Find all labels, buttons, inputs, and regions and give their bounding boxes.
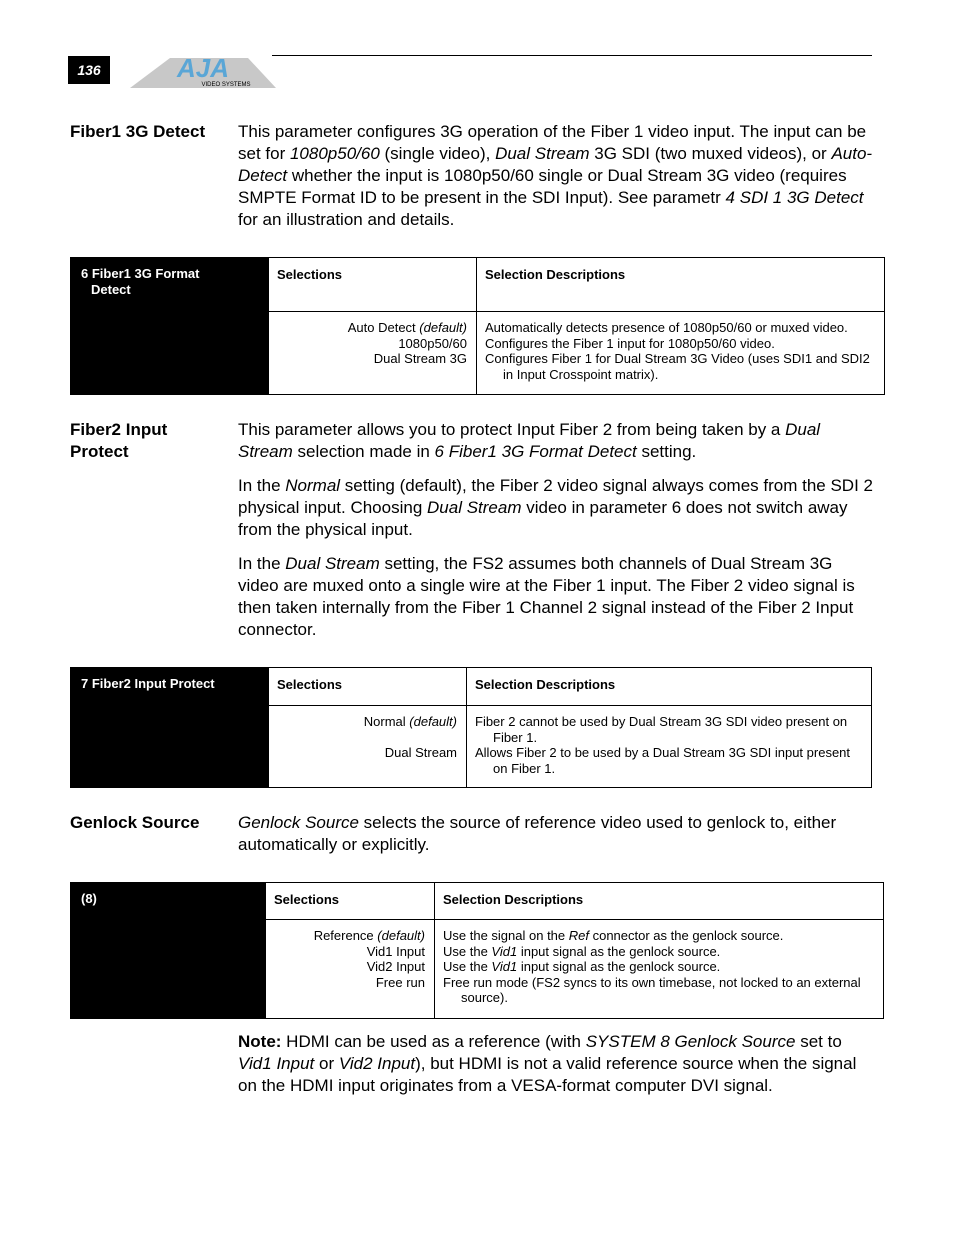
table8-selections — [266, 920, 435, 1019]
selection-free-run: Free run — [375, 974, 425, 990]
table6-title: 6 Fiber1 3G Format Detect — [71, 258, 269, 395]
desc-dual-stream: Allows Fiber 2 to be used by a Dual Stream 3G SDI input present on Fiber 1. — [475, 745, 851, 776]
selection-1080p: 1080p50/60 — [398, 335, 467, 351]
logo-text: AJA — [176, 53, 230, 83]
note-label: Note: — [238, 1032, 282, 1051]
page-number-text: 136 — [77, 62, 101, 78]
fiber2-heading: Fiber2 Input Protect — [70, 420, 168, 461]
note-paragraph: Note: HDMI can be used as a reference (with SYSTEM 8 Genlock Source set to Vid1 Input or Vid2 Input), but HDMI is not a valid reference source when the signal on the HDMI input originates from a VESA-format computer DVI signal. — [238, 1032, 857, 1095]
table8-selections-header: Selections — [266, 883, 435, 920]
param-table-7 — [70, 667, 872, 788]
table6-descriptions-header: Selection Descriptions — [477, 258, 885, 312]
table7-title: 7 Fiber2 Input Protect — [71, 668, 269, 788]
table6-selections-header: Selections — [269, 258, 477, 312]
fiber2-paragraph-3: In the Dual Stream setting, the FS2 assumes both channels of Dual Stream 3G video are muxed onto a single wire at the Fiber 1 input. The Fiber 2 video signal is then taken internally from the Fiber 1 Channel 2 signal instead of the Fiber 2 Input connector. — [238, 554, 855, 639]
selection-auto-detect: Auto Detect (default) — [347, 320, 467, 335]
param-table-8 — [70, 882, 884, 1019]
table7-descriptions — [467, 706, 872, 788]
desc-reference: Use the signal on the Ref connector as the genlock source. — [443, 928, 784, 943]
page-number — [68, 56, 110, 84]
table6-selections — [269, 312, 477, 395]
genlock-body — [238, 812, 873, 868]
table7-selections — [269, 706, 467, 788]
desc-vid2-input: Use the Vid1 input signal as the genlock source. — [443, 959, 721, 974]
selection-vid2-input: Vid2 Input — [366, 959, 425, 974]
logo-subtext: VIDEO SYSTEMS — [201, 82, 251, 88]
selection-normal: Normal (default) — [363, 714, 457, 729]
selection-dual-stream: Dual Stream — [384, 745, 457, 760]
selection-reference: Reference (default) — [313, 928, 425, 943]
desc-vid1-input: Use the Vid1 input signal as the genlock source. — [443, 943, 721, 959]
table8-descriptions-header: Selection Descriptions — [435, 883, 884, 920]
genlock-paragraph: Genlock Source selects the source of reference video used to genlock to, either automatically or explicitly. — [238, 813, 837, 854]
table7-descriptions-header: Selection Descriptions — [467, 668, 872, 706]
desc-1080p: Configures the Fiber 1 input for 1080p50/60 video. — [485, 335, 775, 351]
table6-descriptions — [477, 312, 885, 395]
fiber2-body — [238, 419, 873, 653]
desc-free-run: Free run mode (FS2 syncs to its own timebase, not locked to an external source). — [443, 974, 861, 1005]
aja-logo — [130, 52, 276, 90]
fiber1-heading: Fiber1 3G Detect — [70, 122, 206, 141]
selection-dual-stream-3g: Dual Stream 3G — [373, 351, 467, 366]
desc-dual-stream-3g: Configures Fiber 1 for Dual Stream 3G Video (uses SDI1 and SDI2 in Input Crosspoint matrix). — [485, 351, 870, 382]
fiber2-paragraph-2: In the Normal setting (default), the Fiber 2 video signal always comes from the SDI 2 physical input. Choosing Dual Stream video in parameter 6 does not switch away from the physical input. — [238, 476, 873, 539]
param-table-6 — [70, 257, 885, 395]
fiber2-paragraph-1: This parameter allows you to protect Input Fiber 2 from being taken by a Dual Stream selection made in 6 Fiber1 3G Format Detect setting. — [238, 420, 821, 461]
fiber1-body — [238, 121, 873, 243]
table7-selections-header: Selections — [269, 668, 467, 706]
header-rule — [272, 55, 872, 56]
desc-normal: Fiber 2 cannot be used by Dual Stream 3G SDI video present on Fiber 1. — [475, 714, 848, 745]
fiber1-paragraph: This parameter configures 3G operation of the Fiber 1 video input. The input can be set for 1080p50/60 (single video), Dual Stream 3G SDI (two muxed videos), or Auto-Detect whether the input is 1080p50/60 single or Dual Stream 3G video (requires SMPTE Format ID to be present in the SDI Input). See parametr 4 SDI 1 3G Detect for an illustration and details. — [238, 122, 873, 229]
table8-title: (8) — [71, 883, 266, 1019]
table8-descriptions — [435, 920, 884, 1019]
genlock-heading: Genlock Source — [70, 813, 200, 832]
selection-vid1-input: Vid1 Input — [366, 943, 425, 959]
desc-auto-detect: Automatically detects presence of 1080p50/60 or muxed video. — [485, 320, 848, 335]
